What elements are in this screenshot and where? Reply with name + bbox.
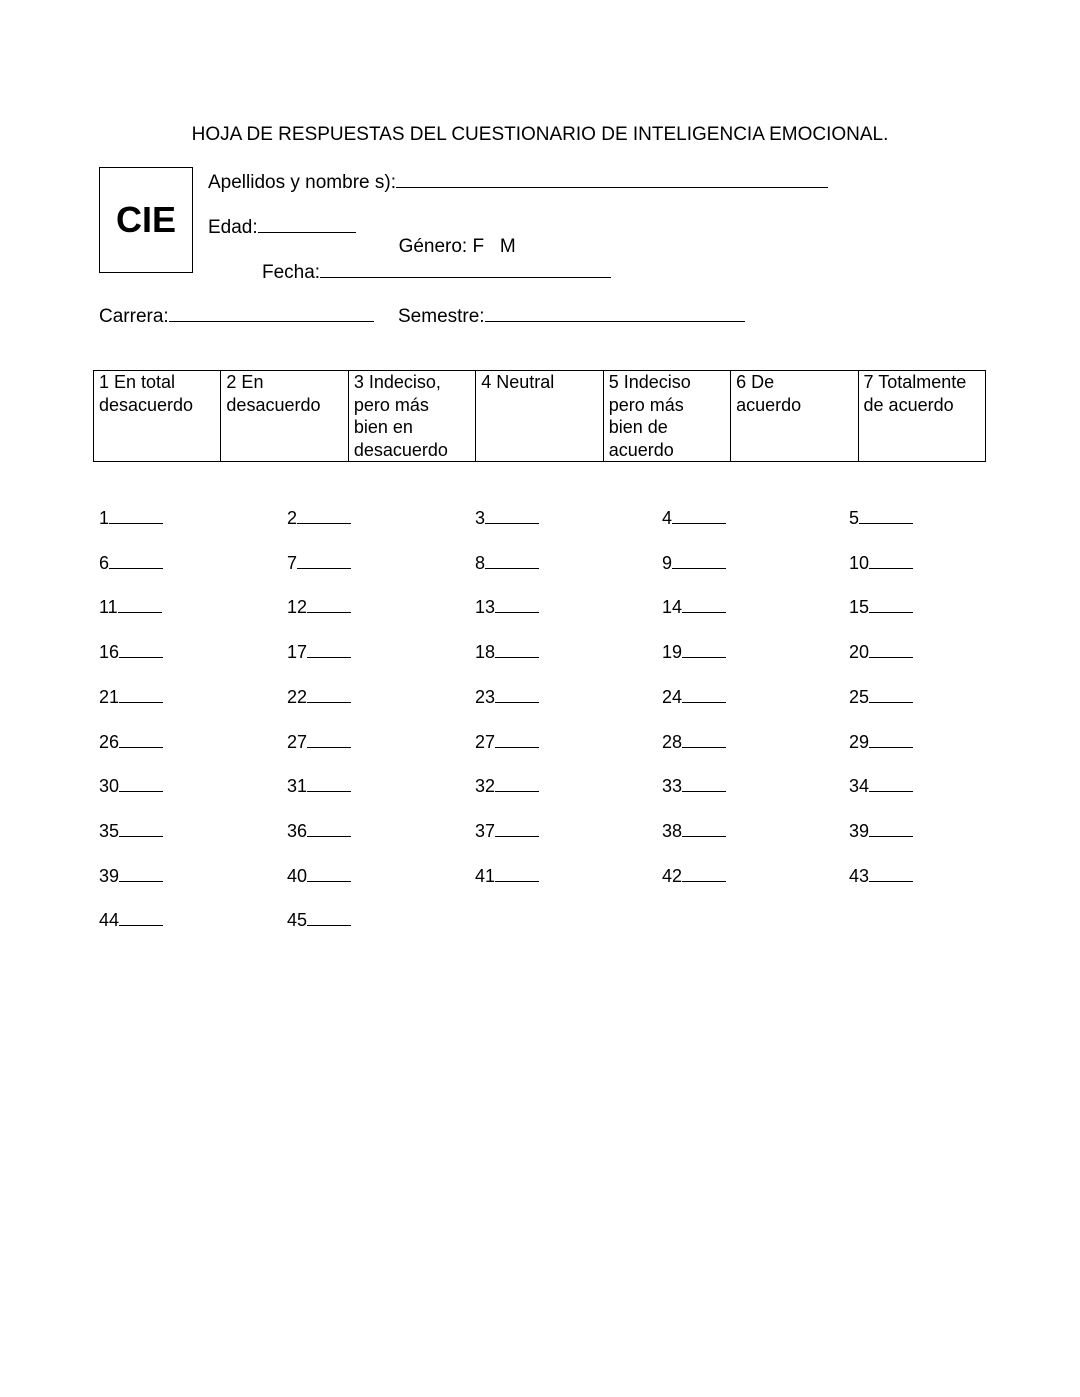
semester-field[interactable]	[398, 303, 745, 328]
answer-item[interactable]	[99, 908, 163, 930]
name-line[interactable]	[396, 169, 828, 188]
answer-item[interactable]	[662, 595, 726, 617]
answer-blank[interactable]	[119, 908, 163, 926]
semester-line[interactable]	[485, 303, 745, 322]
answer-item[interactable]	[99, 685, 163, 707]
answer-number: 40	[287, 865, 308, 886]
answer-number: 17	[287, 642, 308, 663]
answer-item[interactable]	[849, 864, 913, 886]
answer-blank[interactable]	[119, 685, 163, 703]
answer-blank[interactable]	[869, 864, 913, 882]
semester-label: Semestre:	[398, 306, 485, 327]
answer-number: 30	[99, 776, 120, 797]
answer-number: 25	[849, 686, 870, 707]
answer-blank[interactable]	[869, 640, 913, 658]
answer-blank[interactable]	[307, 685, 351, 703]
answer-item[interactable]	[99, 640, 163, 662]
answer-item[interactable]	[849, 774, 913, 796]
answer-item[interactable]	[662, 506, 726, 528]
answer-item[interactable]	[475, 506, 539, 528]
answer-blank[interactable]	[495, 685, 539, 703]
sheet-title: HOJA DE RESPUESTAS DEL CUESTIONARIO DE INTELIGENCIA EMOCIONAL.	[191, 124, 889, 145]
answer-number: 31	[287, 776, 308, 797]
answer-item[interactable]	[475, 640, 539, 662]
answer-number: 41	[475, 865, 496, 886]
answer-blank[interactable]	[869, 685, 913, 703]
answer-item[interactable]	[99, 730, 163, 752]
answer-blank[interactable]	[869, 595, 913, 613]
answer-number: 22	[287, 686, 308, 707]
answer-item[interactable]	[287, 685, 351, 707]
answer-blank[interactable]	[682, 730, 726, 748]
answer-item[interactable]	[662, 640, 726, 662]
answer-number: 29	[849, 731, 870, 752]
answer-blank[interactable]	[495, 595, 539, 613]
scale-option-2: 2 En desacuerdo	[221, 371, 348, 462]
answer-number: 32	[475, 776, 496, 797]
answer-number: 4	[662, 508, 673, 528]
answer-blank[interactable]	[495, 819, 539, 837]
answer-number: 39	[849, 820, 870, 841]
answer-number: 44	[99, 910, 120, 931]
scale-option-5: 5 Indeciso pero más bien de acuerdo	[603, 371, 730, 462]
scale-option-4: 4 Neutral	[476, 371, 603, 462]
answer-item[interactable]	[475, 819, 539, 841]
answer-number: 37	[475, 820, 496, 841]
answer-blank[interactable]	[672, 551, 726, 569]
answer-blank[interactable]	[119, 730, 163, 748]
answer-item[interactable]	[287, 551, 351, 573]
answer-blank[interactable]	[869, 730, 913, 748]
answer-number: 45	[287, 910, 308, 931]
answer-item[interactable]	[99, 506, 163, 528]
answer-number: 28	[662, 731, 683, 752]
answer-blank[interactable]	[307, 908, 351, 926]
answer-blank[interactable]	[119, 819, 163, 837]
answer-item[interactable]	[849, 685, 913, 707]
answer-item[interactable]	[662, 730, 726, 752]
answer-number: 34	[849, 776, 870, 797]
answer-item[interactable]	[287, 730, 351, 752]
answer-number: 3	[475, 508, 486, 528]
answer-item[interactable]	[475, 730, 539, 752]
answer-number: 35	[99, 820, 120, 841]
answer-number: 8	[475, 552, 486, 573]
answer-blank[interactable]	[869, 819, 913, 837]
answer-item[interactable]	[475, 864, 539, 886]
answer-number: 33	[662, 776, 683, 797]
answer-item[interactable]	[662, 819, 726, 841]
age-label: Edad:	[208, 217, 258, 238]
answer-number: 15	[849, 597, 870, 618]
answer-blank[interactable]	[682, 819, 726, 837]
answer-item[interactable]	[475, 685, 539, 707]
answer-item[interactable]	[849, 819, 913, 841]
answer-blank[interactable]	[869, 774, 913, 792]
answer-blank[interactable]	[297, 551, 351, 569]
answer-number: 21	[99, 686, 120, 707]
answer-blank[interactable]	[109, 551, 163, 569]
name-label: Apellidos y nombre s):	[208, 172, 396, 193]
answer-blank[interactable]	[485, 506, 539, 524]
age-line[interactable]	[258, 214, 356, 233]
answer-blank[interactable]	[297, 506, 351, 524]
answer-blank[interactable]	[307, 819, 351, 837]
answer-item[interactable]	[849, 595, 913, 617]
answer-number: 16	[99, 642, 120, 663]
answer-item[interactable]	[287, 774, 351, 796]
answer-item[interactable]	[475, 595, 539, 617]
date-line[interactable]	[320, 259, 611, 278]
date-label: Fecha:	[262, 262, 321, 283]
answer-number: 23	[475, 686, 496, 707]
answer-blank[interactable]	[307, 864, 351, 882]
career-field[interactable]	[99, 303, 374, 328]
name-field[interactable]	[208, 169, 828, 194]
answer-item[interactable]	[849, 506, 913, 528]
answer-blank[interactable]	[119, 640, 163, 658]
answer-item[interactable]	[287, 595, 351, 617]
answer-blank[interactable]	[495, 640, 539, 658]
response-scale-table	[93, 370, 986, 462]
answer-blank[interactable]	[109, 506, 163, 524]
answer-blank[interactable]	[672, 506, 726, 524]
answer-item[interactable]	[662, 685, 726, 707]
answer-item[interactable]	[662, 864, 726, 886]
answer-item[interactable]	[99, 864, 163, 886]
answer-item[interactable]	[99, 774, 163, 796]
age-field[interactable]	[208, 214, 356, 239]
answer-blank[interactable]	[682, 595, 726, 613]
answer-blank[interactable]	[307, 774, 351, 792]
answer-item[interactable]	[99, 551, 163, 573]
answer-item[interactable]	[99, 819, 163, 841]
answer-number: 9	[662, 552, 673, 573]
answer-blank[interactable]	[118, 595, 162, 613]
career-label: Carrera:	[99, 306, 169, 327]
answer-item[interactable]	[287, 819, 351, 841]
answer-item[interactable]	[475, 774, 539, 796]
answer-number: 14	[662, 597, 683, 618]
answer-number: 13	[475, 597, 496, 618]
answer-blank[interactable]	[495, 730, 539, 748]
answer-blank[interactable]	[307, 595, 351, 613]
answer-blank[interactable]	[869, 551, 913, 569]
answer-item[interactable]	[662, 774, 726, 796]
answer-item[interactable]	[849, 730, 913, 752]
answer-item[interactable]	[662, 551, 726, 573]
answer-blank[interactable]	[682, 774, 726, 792]
answer-blank[interactable]	[485, 551, 539, 569]
scale-option-7: 7 Totalmente de acuerdo	[858, 371, 985, 462]
answer-item[interactable]	[99, 595, 162, 617]
cie-logo: CIE	[99, 167, 193, 273]
gender-field[interactable]	[388, 214, 516, 258]
answer-blank[interactable]	[859, 506, 913, 524]
answer-number: 38	[662, 820, 683, 841]
answer-number: 20	[849, 642, 870, 663]
answer-number: 19	[662, 642, 683, 663]
answer-item[interactable]	[287, 506, 351, 528]
answer-number: 7	[287, 552, 298, 573]
answer-number: 6	[99, 552, 110, 573]
answer-number: 39	[99, 865, 120, 886]
answer-blank[interactable]	[119, 864, 163, 882]
answer-number: 1	[99, 508, 110, 528]
answer-item[interactable]	[849, 551, 913, 573]
date-field[interactable]	[262, 259, 611, 284]
answer-item[interactable]	[475, 551, 539, 573]
answer-item[interactable]	[849, 640, 913, 662]
answer-blank[interactable]	[682, 640, 726, 658]
scale-option-3: 3 Indeciso, pero más bien en desacuerdo	[348, 371, 475, 462]
answer-number: 36	[287, 820, 308, 841]
answer-number: 5	[849, 508, 860, 528]
answer-blank[interactable]	[119, 774, 163, 792]
answer-number: 2	[287, 508, 298, 528]
answer-blank[interactable]	[495, 864, 539, 882]
scale-row	[94, 371, 986, 462]
scale-option-1: 1 En total desacuerdo	[94, 371, 221, 462]
answer-number: 42	[662, 865, 683, 886]
answer-blank[interactable]	[682, 864, 726, 882]
answer-number: 27	[287, 731, 308, 752]
answer-number: 24	[662, 686, 683, 707]
answer-blank[interactable]	[682, 685, 726, 703]
answer-item[interactable]	[287, 908, 351, 930]
answer-item[interactable]	[287, 640, 351, 662]
answer-item[interactable]	[287, 864, 351, 886]
answer-number: 26	[99, 731, 120, 752]
answer-number: 10	[849, 552, 870, 573]
answer-blank[interactable]	[307, 640, 351, 658]
gender-label: Género: F M	[398, 236, 516, 257]
answer-number: 27	[475, 731, 496, 752]
answer-blank[interactable]	[495, 774, 539, 792]
answer-number: 12	[287, 597, 308, 618]
answer-number: 11	[99, 597, 118, 618]
answer-number: 18	[475, 642, 496, 663]
career-line[interactable]	[169, 303, 374, 322]
scale-option-6: 6 De acuerdo	[731, 371, 858, 462]
answer-blank[interactable]	[307, 730, 351, 748]
answer-number: 43	[849, 865, 870, 886]
